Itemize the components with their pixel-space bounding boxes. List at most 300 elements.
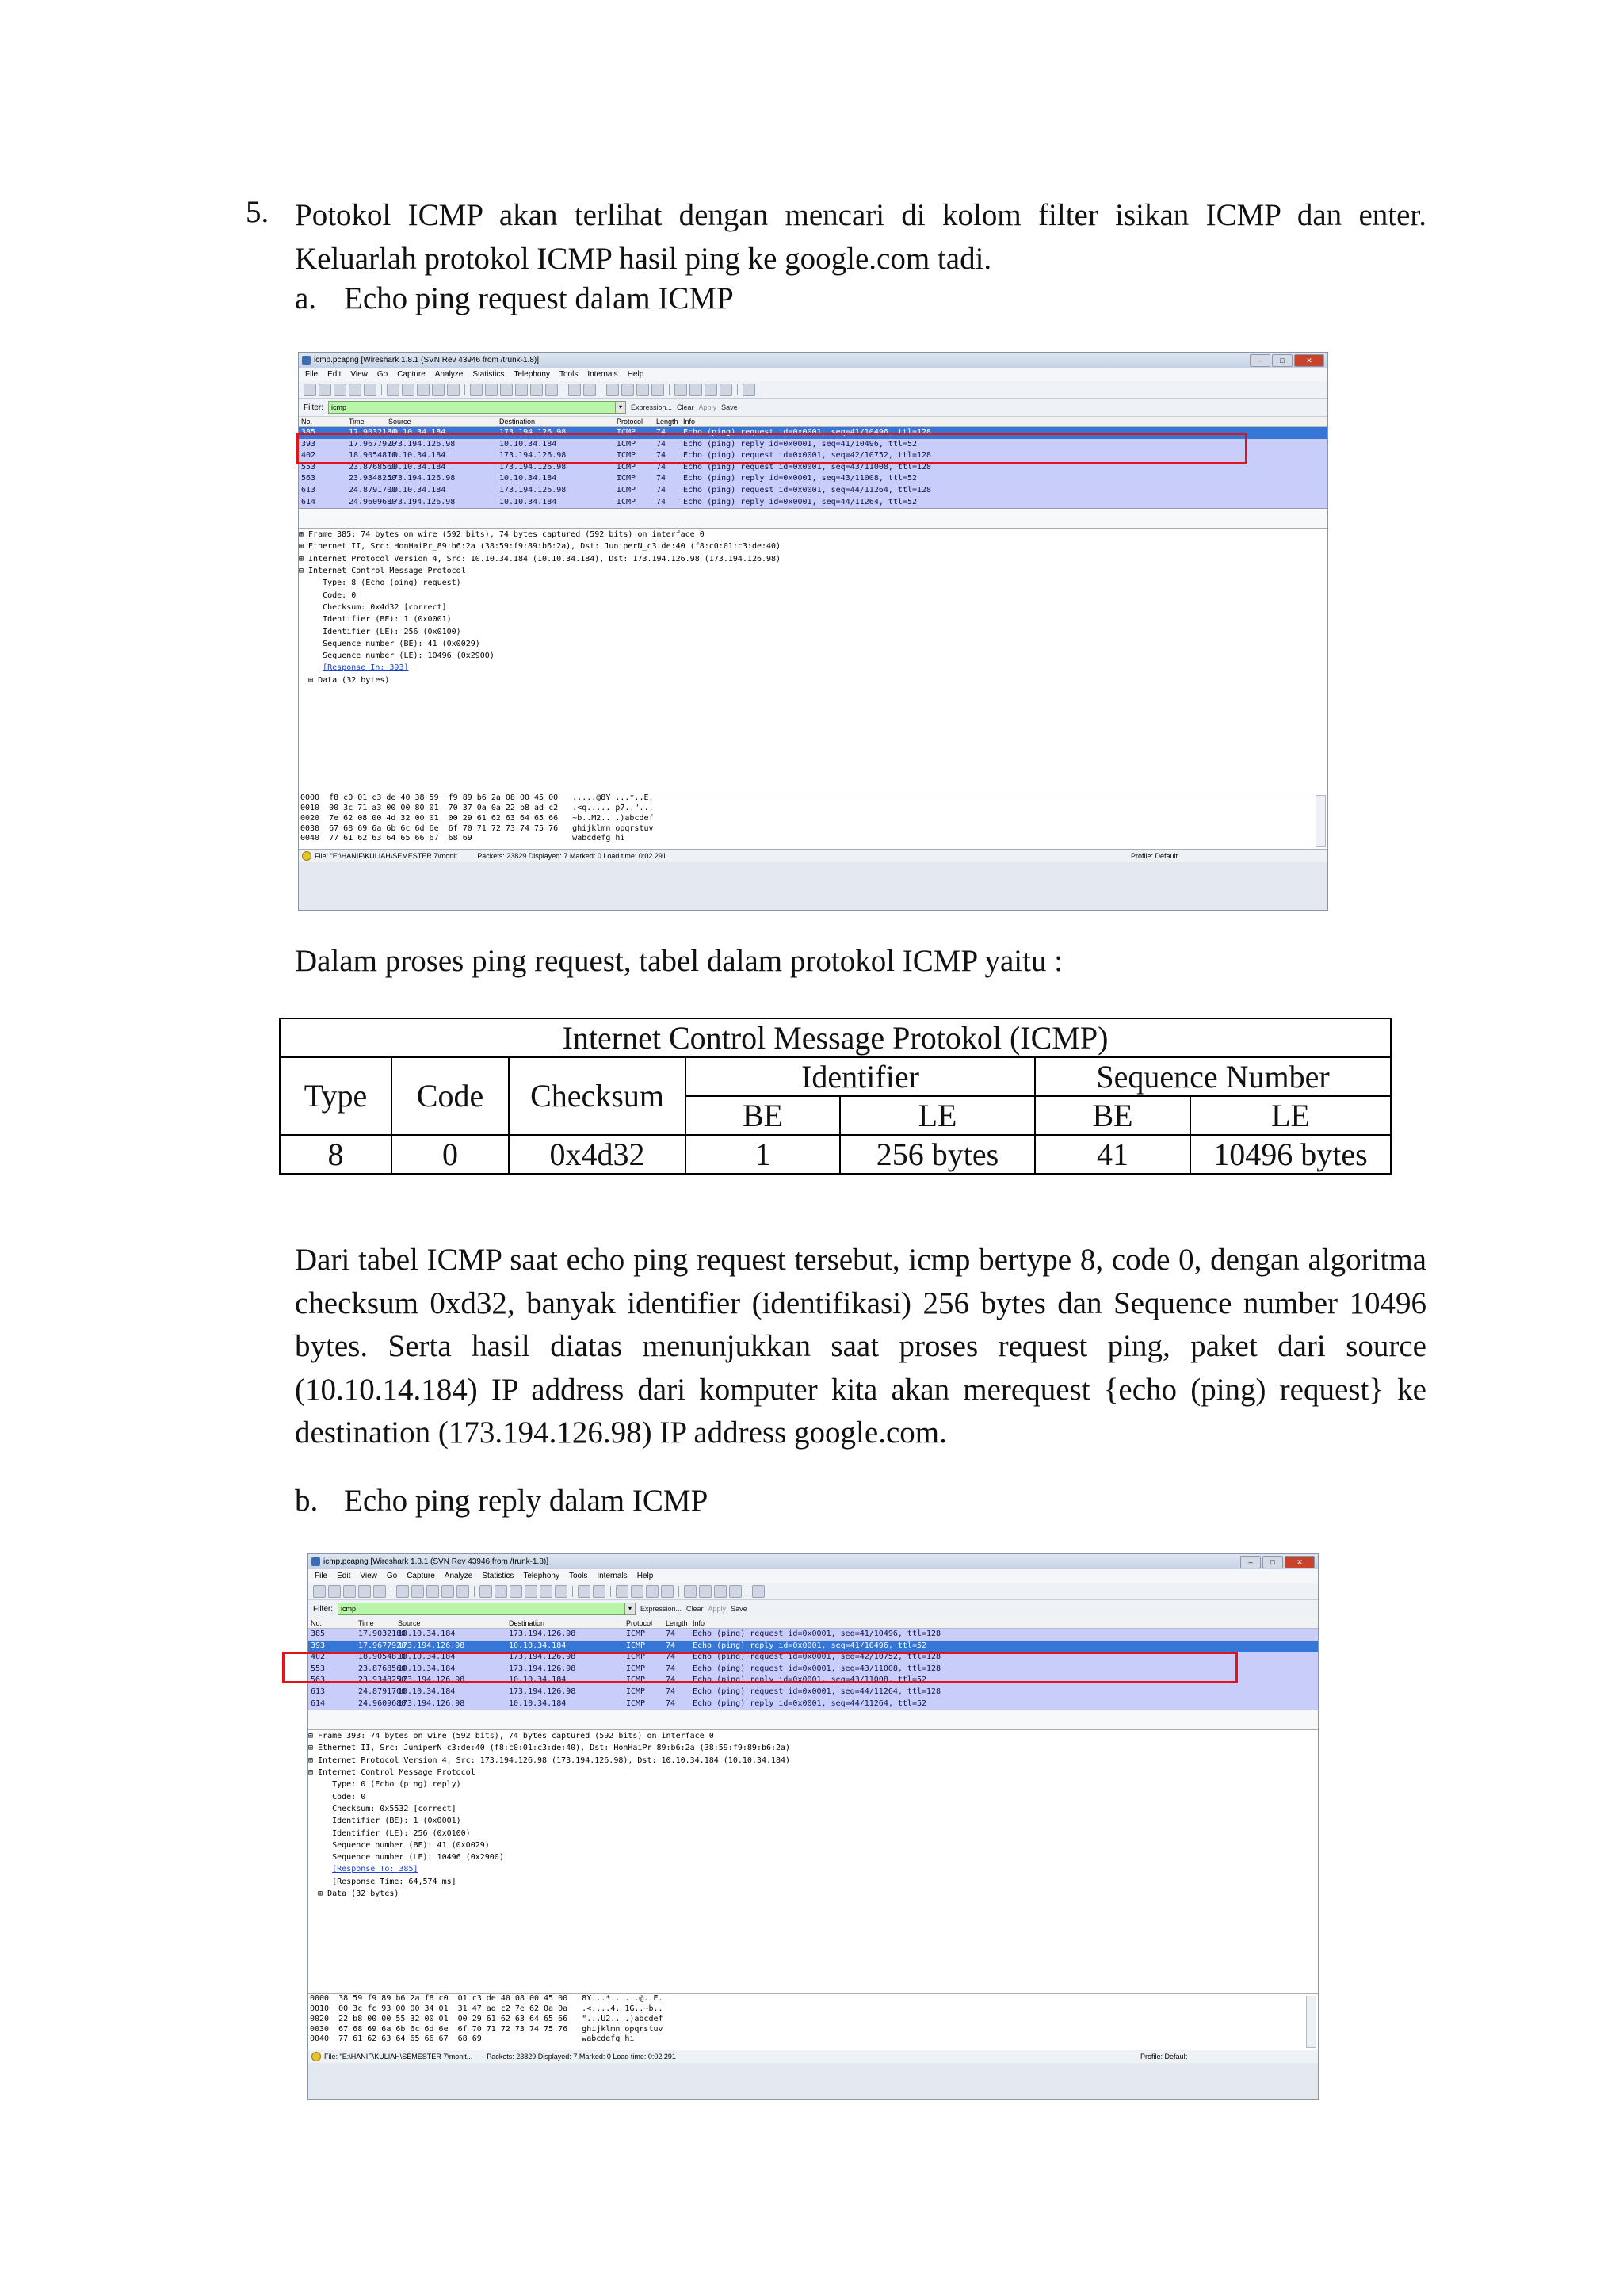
- clear-button[interactable]: Clear: [677, 403, 694, 411]
- value-id-le: 256 bytes: [840, 1135, 1035, 1174]
- packet-cell: 10.10.34.184: [398, 1687, 456, 1696]
- packet-cell: 173.194.126.98: [509, 1687, 576, 1696]
- reload-icon[interactable]: [432, 384, 445, 396]
- go-to-packet-icon[interactable]: [525, 1585, 537, 1598]
- packet-cell: 74: [656, 497, 666, 506]
- resize-columns-icon[interactable]: [661, 1585, 674, 1598]
- save-file-icon[interactable]: [402, 384, 414, 396]
- find-packet-icon[interactable]: [470, 384, 483, 396]
- close-file-icon[interactable]: [426, 1585, 439, 1598]
- column-header-time[interactable]: Time: [349, 418, 365, 426]
- apply-button[interactable]: Apply: [698, 403, 717, 411]
- packet-cell: 74: [666, 1664, 676, 1673]
- menu-item-edit[interactable]: Edit: [337, 1572, 351, 1580]
- packet-cell: 173.194.126.98: [388, 439, 456, 449]
- column-header-destination[interactable]: Destination: [509, 1619, 545, 1627]
- packet-cell: Echo (ping) reply id=0x0001, seq=41/10496, ttl=52: [693, 1641, 927, 1650]
- packet-cell: 23.9348250: [349, 474, 397, 483]
- stop-capture-icon[interactable]: [349, 384, 361, 396]
- packet-cell: 74: [666, 1629, 676, 1638]
- packet-cell: 24.9609680: [349, 497, 397, 506]
- capture-options-icon[interactable]: [328, 1585, 341, 1598]
- hex-line: 0010 00 3c 71 a3 00 00 80 01 70 37 0a 0a 22 b8 ad c2 .<q..... p7.."...: [300, 803, 654, 812]
- packet-cell: 74: [656, 462, 666, 472]
- detail-line[interactable]: Identifier (BE): 1 (0x0001): [299, 615, 452, 625]
- go-back-icon[interactable]: [485, 384, 498, 396]
- packet-cell: 23.9348250: [358, 1675, 407, 1685]
- restart-capture-icon[interactable]: [364, 384, 376, 396]
- minimize-button[interactable]: –: [1240, 1556, 1261, 1568]
- packet-cell: 10.10.34.184: [509, 1641, 567, 1650]
- scrollbar[interactable]: [1316, 795, 1326, 847]
- column-header-protocol[interactable]: Protocol: [626, 1619, 653, 1627]
- packet-cell: ICMP: [617, 497, 636, 506]
- packet-cell: 563: [301, 474, 316, 483]
- close-button[interactable]: ✕: [1294, 354, 1324, 367]
- packet-cell: 553: [301, 462, 316, 472]
- header-identifier: Identifier: [685, 1057, 1035, 1096]
- menu-item-telephony[interactable]: Telephony: [514, 370, 550, 379]
- column-header-no[interactable]: No.: [301, 418, 313, 426]
- packet-cell: 24.8791700: [358, 1687, 407, 1696]
- packet-cell: 385: [301, 428, 316, 437]
- packet-cell: 74: [666, 1687, 676, 1696]
- packet-cell: Echo (ping) reply id=0x0001, seq=41/10496, ttl=52: [683, 439, 918, 449]
- display-filters-icon[interactable]: [689, 384, 702, 396]
- sub-b-label: b.: [295, 1484, 319, 1518]
- toolbar-separator: [464, 384, 465, 395]
- packet-cell: 74: [666, 1641, 676, 1650]
- interface-list-icon[interactable]: [304, 384, 316, 396]
- packet-cell: ICMP: [617, 428, 636, 437]
- detail-line[interactable]: [299, 662, 1327, 674]
- packet-cell: 24.9609680: [358, 1698, 407, 1708]
- toolbar-separator: [572, 1586, 573, 1597]
- packet-cell: 17.9032180: [358, 1629, 407, 1638]
- detail-line[interactable]: ⊞ Internet Protocol Version 4, Src: 173.194.126.98 (173.194.126.98), Dst: 10.10.34.184 (10.10.34.184): [308, 1755, 791, 1765]
- packet-cell: 18.9054810: [358, 1652, 407, 1662]
- packet-cell: Echo (ping) request id=0x0001, seq=42/10752, ttl=128: [693, 1652, 941, 1662]
- colorize-icon[interactable]: [578, 1585, 590, 1598]
- help-icon[interactable]: [743, 384, 755, 396]
- column-header-destination[interactable]: Destination: [499, 418, 536, 426]
- header-sequence: Sequence Number: [1035, 1057, 1391, 1096]
- close-button[interactable]: ✕: [1285, 1556, 1315, 1568]
- status-bar: [299, 850, 1327, 862]
- capture-options-icon[interactable]: [319, 384, 331, 396]
- save-button[interactable]: Save: [721, 403, 738, 411]
- detail-line[interactable]: ⊟ Internet Control Message Protocol: [299, 567, 466, 576]
- menu-item-help[interactable]: Help: [627, 370, 644, 379]
- auto-scroll-icon[interactable]: [583, 384, 596, 396]
- packet-cell: Echo (ping) reply id=0x0001, seq=44/11264, ttl=52: [693, 1698, 927, 1708]
- open-file-icon[interactable]: [396, 1585, 409, 1598]
- packet-cell: ICMP: [626, 1641, 646, 1650]
- detail-line[interactable]: [308, 1863, 1318, 1875]
- go-back-icon[interactable]: [495, 1585, 507, 1598]
- print-icon[interactable]: [447, 384, 460, 396]
- header-seq-be: BE: [1035, 1096, 1190, 1135]
- menu-item-file[interactable]: File: [305, 370, 319, 379]
- menu-item-internals[interactable]: Internals: [587, 370, 618, 379]
- help-icon[interactable]: [752, 1585, 765, 1598]
- packet-cell: Echo (ping) request id=0x0001, seq=44/11264, ttl=128: [683, 485, 932, 495]
- packet-cell: 393: [311, 1641, 326, 1650]
- column-header-no[interactable]: No.: [311, 1619, 323, 1627]
- detail-line[interactable]: Sequence number (LE): 10496 (0x2900): [308, 1853, 504, 1862]
- header-type: Type: [280, 1057, 391, 1135]
- capture-filters-icon[interactable]: [674, 384, 687, 396]
- menu-item-capture[interactable]: Capture: [407, 1572, 435, 1580]
- packet-cell: 24.8791700: [349, 485, 397, 495]
- apply-button[interactable]: Apply: [708, 1605, 727, 1613]
- header-code: Code: [391, 1057, 509, 1135]
- packet-cell: 74: [656, 474, 666, 483]
- packet-cell: ICMP: [626, 1687, 646, 1696]
- packet-cell: 173.194.126.98: [509, 1652, 576, 1662]
- packet-cell: 74: [656, 428, 666, 437]
- packet-cell: 402: [301, 451, 316, 460]
- start-capture-icon[interactable]: [334, 384, 346, 396]
- hex-line: 0000 f8 c0 01 c3 de 40 38 59 f9 89 b6 2a 08 00 45 00 .....@8Y ...*..E.: [300, 793, 654, 803]
- packet-cell: 173.194.126.98: [388, 497, 456, 506]
- packet-details: [299, 528, 1327, 793]
- packet-cell: 23.8768560: [358, 1664, 407, 1673]
- detail-line[interactable]: Code: 0: [299, 590, 357, 600]
- packet-cell: ICMP: [626, 1652, 646, 1662]
- filter-toolbar: [299, 399, 1327, 417]
- packet-cell: 10.10.34.184: [398, 1629, 456, 1638]
- table-caption: Internet Control Message Protokol (ICMP): [280, 1018, 1391, 1057]
- detail-line[interactable]: [Response Time: 64,574 ms]: [308, 1877, 456, 1886]
- packet-cell: 74: [666, 1652, 676, 1662]
- value-checksum: 0x4d32: [509, 1135, 685, 1174]
- detail-line[interactable]: Sequence number (BE): 41 (0x0029): [299, 639, 480, 648]
- menu-item-file[interactable]: File: [315, 1572, 328, 1580]
- packet-cell: 393: [301, 439, 316, 449]
- stop-capture-icon[interactable]: [358, 1585, 371, 1598]
- header-id-le: LE: [840, 1096, 1035, 1135]
- detail-line[interactable]: ⊞ Ethernet II, Src: HonHaiPr_89:b6:2a (38:59:f9:89:b6:2a), Dst: JuniperN_c3:de:40 (f8:c0:01:c3:de:40): [299, 542, 781, 552]
- status-profile[interactable]: Profile: Default: [1140, 2053, 1188, 2061]
- window-title: icmp.pcapng [Wireshark 1.8.1 (SVN Rev 43946 from /trunk-1.8)]: [323, 1557, 549, 1566]
- menu-item-capture[interactable]: Capture: [397, 370, 426, 379]
- menu-item-edit[interactable]: Edit: [327, 370, 342, 379]
- value-seq-le: 10496 bytes: [1190, 1135, 1391, 1174]
- packet-cell: 173.194.126.98: [499, 428, 567, 437]
- menu-item-help[interactable]: Help: [636, 1572, 654, 1580]
- packet-cell: 10.10.34.184: [499, 474, 557, 483]
- sub-b-text: Echo ping reply dalam ICMP: [344, 1484, 708, 1518]
- packet-bytes: [299, 793, 1327, 850]
- header-seq-le: LE: [1190, 1096, 1391, 1135]
- packet-cell: 173.194.126.98: [388, 474, 456, 483]
- zoom-out-icon[interactable]: [631, 1585, 643, 1598]
- menu-item-go[interactable]: Go: [376, 370, 388, 379]
- packet-cell: 173.194.126.98: [509, 1629, 576, 1638]
- list-number: 5.: [246, 195, 269, 229]
- status-profile[interactable]: Profile: Default: [1131, 852, 1178, 861]
- zoom-in-icon[interactable]: [606, 384, 619, 396]
- restart-capture-icon[interactable]: [373, 1585, 386, 1598]
- filter-dropdown-icon[interactable]: ▾: [615, 401, 626, 414]
- start-capture-icon[interactable]: [343, 1585, 356, 1598]
- packet-row[interactable]: [308, 1641, 1318, 1652]
- packet-cell: 173.194.126.98: [398, 1641, 465, 1650]
- menu-item-tools[interactable]: Tools: [559, 370, 579, 379]
- preferences-icon[interactable]: [729, 1585, 742, 1598]
- column-header-length[interactable]: Length: [656, 418, 678, 426]
- packet-bytes: [308, 1994, 1318, 2050]
- packet-cell: ICMP: [617, 439, 636, 449]
- response-link[interactable]: [Response To: 385]: [332, 1865, 418, 1874]
- packet-row[interactable]: [308, 1629, 1318, 1641]
- packet-cell: 173.194.126.98: [499, 485, 567, 495]
- highlight-box: [282, 1652, 1238, 1683]
- detail-line[interactable]: Checksum: 0x4d32 [correct]: [299, 602, 447, 612]
- packet-cell: 17.9677920: [358, 1641, 407, 1650]
- packet-cell: ICMP: [617, 462, 636, 472]
- hex-line: 0030 67 68 69 6a 6b 6c 6d 6e 6f 70 71 72 73 74 75 76 ghijklmn opqrstuv: [310, 2024, 663, 2034]
- packet-cell: ICMP: [617, 485, 636, 495]
- save-file-icon[interactable]: [411, 1585, 424, 1598]
- packet-cell: 10.10.34.184: [499, 439, 557, 449]
- expression-button[interactable]: Expression...: [640, 1605, 682, 1613]
- detail-line[interactable]: Identifier (LE): 256 (0x0100): [299, 627, 461, 636]
- column-header-info[interactable]: Info: [693, 1619, 705, 1627]
- column-header-protocol[interactable]: Protocol: [617, 418, 643, 426]
- minimize-button[interactable]: –: [1250, 354, 1270, 367]
- normal-size-icon[interactable]: [646, 1585, 659, 1598]
- packet-cell: ICMP: [626, 1698, 646, 1708]
- packet-cell: Echo (ping) request id=0x0001, seq=43/11008, ttl=128: [693, 1664, 941, 1673]
- detail-line[interactable]: Sequence number (BE): 41 (0x0029): [308, 1840, 490, 1850]
- detail-line[interactable]: ⊟ Internet Control Message Protocol: [308, 1768, 475, 1778]
- packet-cell: 10.10.34.184: [388, 451, 446, 460]
- maximize-button[interactable]: □: [1272, 354, 1293, 367]
- column-header-time[interactable]: Time: [358, 1619, 374, 1627]
- filter-label: Filter:: [313, 1604, 333, 1614]
- toolbar-separator: [678, 1586, 679, 1597]
- explanation-text: Dari tabel ICMP saat echo ping request tersebut, icmp bertype 8, code 0, dengan algoritma checksum 0xd32, banyak identifier (identifikasi) 256 bytes dan Sequence number 10496 bytes. Serta hasil diatas menunjukkan saat proses request ping, paket dari source (10.10.14.184) IP address dari komputer kita akan merequest {echo (ping) request} ke destination (173.194.126.98) IP address google.com.: [295, 1243, 1426, 1450]
- wireshark-app-icon: [311, 1557, 320, 1566]
- packet-cell: ICMP: [617, 474, 636, 483]
- menu-bar: [299, 368, 1327, 381]
- packet-cell: 173.194.126.98: [398, 1675, 465, 1685]
- packet-row[interactable]: [299, 485, 1327, 497]
- packet-cell: Echo (ping) reply id=0x0001, seq=43/11008, ttl=52: [693, 1675, 927, 1685]
- filter-input[interactable]: icmp: [338, 1603, 625, 1615]
- print-icon[interactable]: [456, 1585, 469, 1598]
- menu-item-analyze[interactable]: Analyze: [444, 1572, 473, 1580]
- detail-line[interactable]: Sequence number (LE): 10496 (0x2900): [299, 651, 495, 661]
- capture-filters-icon[interactable]: [684, 1585, 697, 1598]
- expression-button[interactable]: Expression...: [631, 403, 673, 411]
- packet-row[interactable]: [299, 497, 1327, 509]
- menu-bar: [308, 1569, 1318, 1583]
- status-packets: Packets: 23829 Displayed: 7 Marked: 0 Load time: 0:02.291: [487, 2053, 676, 2061]
- menu-item-internals[interactable]: Internals: [597, 1572, 628, 1580]
- packet-row[interactable]: [308, 1698, 1318, 1710]
- status-packets: Packets: 23829 Displayed: 7 Marked: 0 Load time: 0:02.291: [477, 852, 666, 861]
- packet-cell: ICMP: [617, 451, 636, 460]
- hex-line: 0030 67 68 69 6a 6b 6c 6d 6e 6f 70 71 72 73 74 75 76 ghijklmn opqrstuv: [300, 823, 654, 833]
- packet-cell: 10.10.34.184: [398, 1664, 456, 1673]
- packet-cell: ICMP: [626, 1629, 646, 1638]
- packet-cell: 17.9677920: [349, 439, 397, 449]
- value-id-be: 1: [685, 1135, 840, 1174]
- go-first-icon[interactable]: [540, 1585, 552, 1598]
- packet-cell: 173.194.126.98: [499, 451, 567, 460]
- status-bar: [308, 2050, 1318, 2063]
- resize-columns-icon[interactable]: [651, 384, 664, 396]
- packet-cell: 74: [656, 439, 666, 449]
- detail-line[interactable]: Type: 0 (Echo (ping) reply): [308, 1780, 461, 1790]
- window-title: icmp.pcapng [Wireshark 1.8.1 (SVN Rev 43946 from /trunk-1.8)]: [314, 356, 540, 365]
- menu-item-statistics[interactable]: Statistics: [472, 370, 505, 379]
- zoom-out-icon[interactable]: [621, 384, 634, 396]
- column-header-source[interactable]: Source: [398, 1619, 421, 1627]
- menu-item-analyze[interactable]: Analyze: [434, 370, 464, 379]
- filter-toolbar: [308, 1600, 1318, 1618]
- item5-text: Potokol ICMP akan terlihat dengan mencari di kolom filter isikan ICMP dan enter. Keluarlah protokol ICMP hasil ping ke google.com tadi.: [295, 198, 1426, 276]
- packet-cell: Echo (ping) request id=0x0001, seq=44/11264, ttl=128: [693, 1687, 941, 1696]
- packet-row[interactable]: [308, 1687, 1318, 1698]
- detail-line[interactable]: Checksum: 0x5532 [correct]: [308, 1804, 456, 1813]
- packet-cell: Echo (ping) reply id=0x0001, seq=43/11008, ttl=52: [683, 474, 918, 483]
- packet-cell: 614: [311, 1698, 326, 1708]
- clear-button[interactable]: Clear: [686, 1605, 704, 1613]
- main-toolbar: [299, 381, 1327, 399]
- zoom-in-icon[interactable]: [616, 1585, 628, 1598]
- menu-item-view[interactable]: View: [360, 1572, 377, 1580]
- menu-item-telephony[interactable]: Telephony: [523, 1572, 559, 1580]
- header-checksum: Checksum: [509, 1057, 685, 1135]
- hex-line: 0040 77 61 62 63 64 65 66 67 68 69 wabcdefg hi: [300, 834, 625, 843]
- menu-item-view[interactable]: View: [350, 370, 368, 379]
- detail-line[interactable]: Type: 8 (Echo (ping) request): [299, 579, 461, 588]
- packet-cell: 613: [311, 1687, 326, 1696]
- menu-item-tools[interactable]: Tools: [568, 1572, 588, 1580]
- find-packet-icon[interactable]: [479, 1585, 492, 1598]
- packet-cell: 613: [301, 485, 316, 495]
- detail-line[interactable]: ⊞ Frame 385: 74 bytes on wire (592 bits), 74 bytes captured (592 bits) on interface 0: [299, 530, 705, 540]
- sub-a-label: a.: [295, 281, 317, 315]
- go-last-icon[interactable]: [555, 1585, 567, 1598]
- interface-list-icon[interactable]: [313, 1585, 326, 1598]
- packet-cell: 553: [311, 1664, 326, 1673]
- coloring-rules-icon[interactable]: [714, 1585, 727, 1598]
- packet-cell: 173.194.126.98: [499, 462, 567, 472]
- packet-cell: ICMP: [626, 1675, 646, 1685]
- go-last-icon[interactable]: [545, 384, 558, 396]
- colorize-icon[interactable]: [568, 384, 581, 396]
- column-header-info[interactable]: Info: [683, 418, 696, 426]
- hex-line: 0000 38 59 f9 89 b6 2a f8 c0 01 c3 de 40 08 00 45 00 8Y...*.. ...@..E.: [310, 1994, 663, 2004]
- toolbar-separator: [669, 384, 670, 395]
- menu-item-go[interactable]: Go: [386, 1572, 398, 1580]
- main-toolbar: [308, 1583, 1318, 1600]
- filter-input[interactable]: icmp: [328, 401, 616, 414]
- packet-cell: 563: [311, 1675, 326, 1685]
- hex-line: 0010 00 3c fc 93 00 00 34 01 31 47 ad c2 7e 62 0a 0a .<....4. 1G..~b..: [310, 2004, 663, 2013]
- wireshark-window-reply: [307, 1553, 1319, 2100]
- packet-cell: 17.9032180: [349, 428, 397, 437]
- header-id-be: BE: [685, 1096, 840, 1135]
- hex-line: 0040 77 61 62 63 64 65 66 67 68 69 wabcdefg hi: [310, 2034, 635, 2044]
- save-button[interactable]: Save: [731, 1605, 747, 1613]
- detail-line[interactable]: Identifier (LE): 256 (0x0100): [308, 1828, 471, 1838]
- filter-label: Filter:: [304, 403, 323, 412]
- toolbar-separator: [474, 1586, 475, 1597]
- packet-cell: 10.10.34.184: [509, 1698, 567, 1708]
- column-header-length[interactable]: Length: [666, 1619, 688, 1627]
- packet-cell: 74: [666, 1675, 676, 1685]
- detail-line[interactable]: ⊞ Internet Protocol Version 4, Src: 10.10.34.184 (10.10.34.184), Dst: 173.194.126.98 (173.194.126.98): [299, 554, 781, 563]
- normal-size-icon[interactable]: [636, 384, 649, 396]
- table-intro: Dalam proses ping request, tabel dalam protokol ICMP yaitu :: [295, 944, 1064, 978]
- packet-cell: 10.10.34.184: [499, 497, 557, 506]
- detail-line[interactable]: ⊞ Data (32 bytes): [308, 1889, 399, 1899]
- detail-line[interactable]: Code: 0: [308, 1792, 366, 1801]
- display-filters-icon[interactable]: [699, 1585, 712, 1598]
- detail-line[interactable]: ⊞ Ethernet II, Src: JuniperN_c3:de:40 (f8:c0:01:c3:de:40), Dst: HonHaiPr_89:b6:2a (38:59:f9:89:b6:2a): [308, 1744, 791, 1753]
- packet-cell: 10.10.34.184: [388, 485, 446, 495]
- packet-cell: 74: [666, 1698, 676, 1708]
- packet-list-header: [299, 417, 1327, 427]
- auto-scroll-icon[interactable]: [593, 1585, 605, 1598]
- packet-cell: 74: [656, 485, 666, 495]
- packet-row[interactable]: [299, 473, 1327, 485]
- go-forward-icon[interactable]: [510, 1585, 522, 1598]
- close-file-icon[interactable]: [417, 384, 430, 396]
- coloring-rules-icon[interactable]: [705, 384, 717, 396]
- go-forward-icon[interactable]: [500, 384, 513, 396]
- window-titlebar: [308, 1554, 1318, 1569]
- packet-cell: Echo (ping) request id=0x0001, seq=43/11008, ttl=128: [683, 462, 932, 472]
- reload-icon[interactable]: [441, 1585, 454, 1598]
- packet-list-header: [308, 1618, 1318, 1629]
- detail-line[interactable]: ⊞ Data (32 bytes): [299, 675, 390, 685]
- scrollbar[interactable]: [1306, 1996, 1316, 2048]
- packet-cell: 385: [311, 1629, 326, 1638]
- go-to-packet-icon[interactable]: [515, 384, 528, 396]
- menu-item-statistics[interactable]: Statistics: [482, 1572, 514, 1580]
- column-header-source[interactable]: Source: [388, 418, 411, 426]
- open-file-icon[interactable]: [387, 384, 399, 396]
- value-type: 8: [280, 1135, 391, 1174]
- status-file: File: "E:\HANIF\KULIAH\SEMESTER 7\monit...: [315, 852, 464, 861]
- toolbar-separator: [381, 384, 382, 395]
- filter-dropdown-icon[interactable]: ▾: [624, 1603, 636, 1615]
- packet-cell: 173.194.126.98: [398, 1698, 465, 1708]
- packet-cell: Echo (ping) request id=0x0001, seq=42/10752, ttl=128: [683, 451, 932, 460]
- packet-cell: 173.194.126.98: [509, 1664, 576, 1673]
- detail-line[interactable]: Identifier (BE): 1 (0x0001): [308, 1817, 461, 1826]
- packet-cell: ICMP: [626, 1664, 646, 1673]
- preferences-icon[interactable]: [720, 384, 732, 396]
- go-first-icon[interactable]: [530, 384, 543, 396]
- packet-cell: 10.10.34.184: [388, 428, 446, 437]
- detail-line[interactable]: ⊞ Frame 393: 74 bytes on wire (592 bits), 74 bytes captured (592 bits) on interface 0: [308, 1732, 714, 1741]
- maximize-button[interactable]: □: [1262, 1556, 1283, 1568]
- sub-a-text: Echo ping request dalam ICMP: [344, 281, 734, 315]
- window-titlebar: [299, 353, 1327, 368]
- packet-cell: 402: [311, 1652, 326, 1662]
- status-led-icon: [311, 2052, 321, 2061]
- value-code: 0: [391, 1135, 509, 1174]
- response-link[interactable]: [Response In: 393]: [323, 663, 409, 673]
